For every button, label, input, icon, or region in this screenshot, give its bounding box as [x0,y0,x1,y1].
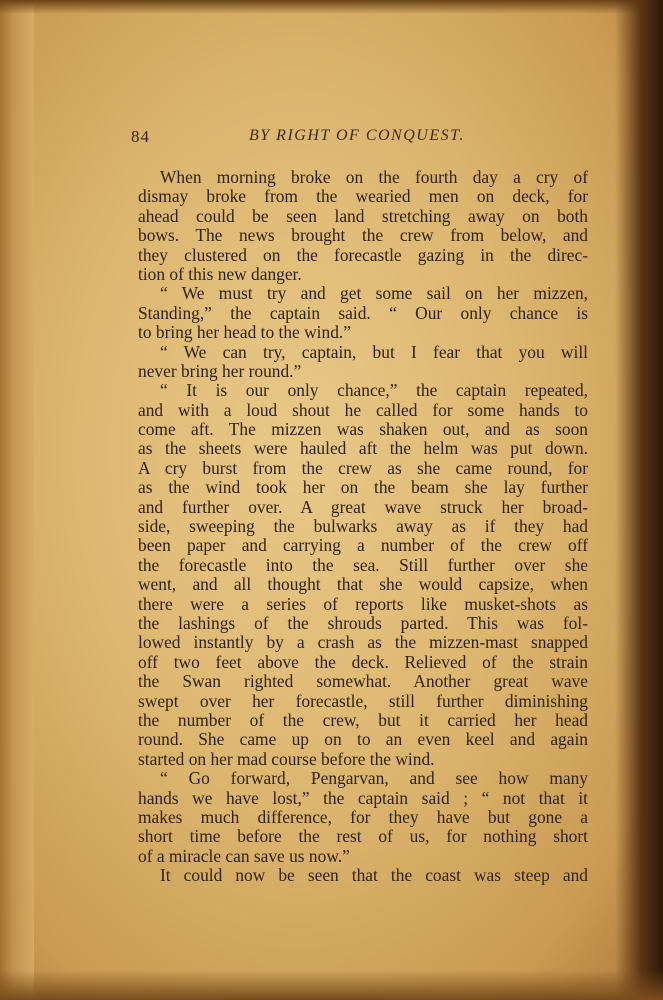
text-line: went, and all thought that she would capsize, when [138,574,588,595]
body-text [138,168,588,885]
text-line: makes much difference, for they have but gone a [138,806,588,827]
text-line: A cry burst from the crew as she came round, for [138,457,588,478]
text-line: the forecastle into the sea. Still further over she [138,554,588,575]
text-line: the number of the crew, but it carried her head [138,709,588,730]
text-line: the lashings of the shrouds parted. This was fol- [138,612,588,633]
text-line: started on her mad course before the wind. [138,748,435,769]
text-line: and further over. A great wave struck her broad- [138,496,588,517]
text-line: When morning broke on the fourth day a cry of [160,167,588,187]
bottom-edge-shadow [0,970,663,1000]
page-header [131,127,591,151]
text-line: “ Go forward, Pengarvan, and see how many [160,768,588,789]
text-line: as the sheets were hauled aft the helm was put down. [138,438,588,459]
text-line: there were a series of reports like musket-shots as [138,593,588,614]
text-line: tion of this new danger. [138,263,302,284]
text-line: as the wind took her on the beam she lay further [138,477,588,498]
top-edge-shadow [0,0,663,14]
text-line: to bring her head to the wind.” [138,322,351,343]
text-line: and with a loud shout he called for some hands to [138,399,588,420]
text-line: swept over her forecastle, still further diminishing [138,690,588,711]
text-line: round. She came up on to an even keel and again [138,729,588,750]
text-line: ahead could be seen land stretching away on both [138,205,588,226]
text-line: short time before the rest of us, for nothing short [138,826,588,847]
text-line: bows. The news brought the crew from below, and [138,225,588,246]
text-line: It could now be seen that the coast was steep and [160,865,588,886]
running-title: BY RIGHT OF CONQUEST. [249,127,465,144]
text-line: “ It is our only chance,” the captain repeated, [160,380,588,401]
text-line: side, sweeping the bulwarks away as if they had [138,516,588,537]
text-line: of a miracle can save us now.” [138,845,350,866]
text-line: hands we have lost,” the captain said ; “ not that it [138,787,588,808]
text-line: off two feet above the deck. Relieved of the strain [138,651,588,672]
text-line: dismay broke from the wearied men on deck, for [138,186,588,207]
page-gutter-edge [0,0,34,1000]
text-line: been paper and carrying a number of the crew off [138,535,588,556]
text-line: lowed instantly by a crash as the mizzen-mast snapped [138,632,588,653]
text-line: never bring her round.” [138,360,302,381]
text-line: Standing,” the captain said. “ Our only chance is [138,302,588,323]
text-line: the Swan righted somewhat. Another great wave [138,671,588,692]
text-line: they clustered on the forecastle gazing in the direc- [138,244,588,265]
text-line: “ We can try, captain, but I fear that you will [160,341,588,362]
text-line: come aft. The mizzen was shaken out, and as soon [138,419,588,440]
binding-shadow [615,0,663,1000]
page-number: 84 [131,127,150,146]
text-line: “ We must try and get some sail on her mizzen, [160,283,588,304]
